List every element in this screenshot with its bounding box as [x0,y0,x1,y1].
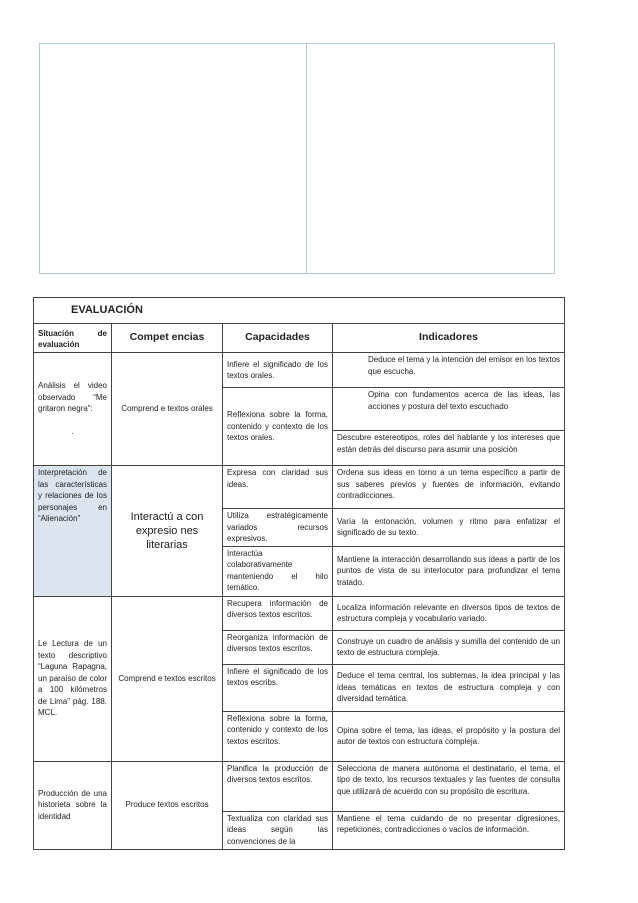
capacidad-cell: Expresa con claridad sus ideas. [223,466,333,509]
empty-content-box-right [306,43,555,274]
capacidad-cell: Planifica la producción de diversos textos escritos. [223,761,333,811]
competencia-cell: Produce textos escritos [112,761,223,849]
table-row [34,353,565,388]
indicador-cell: Mantiene la interacción desarrollando sus ideas a partir de los puntos de vista de su interlocutor para profundizar el tema tratado. [333,546,565,596]
header-competencias: Compet encias [112,324,223,353]
indicador-cell: Opina sobre el tema, las ideas, el propósito y la postura del autor de textos con estructura compleja. [333,711,565,761]
capacidad-cell: Infiere el significado de los textos escribs. [223,664,333,711]
header-situacion: Situación de evaluación [34,324,112,353]
situacion-extra: . [71,427,74,437]
capacidad-cell: Infiere el significado de los textos orales. [223,353,333,388]
header-capacidades: Capacidades [223,324,333,353]
situacion-cell [34,353,112,466]
table-row [34,596,565,630]
indicador-cell: Localiza información relevante en diversos tipos de textos de estructura compleja y vocabulario variado. [333,596,565,630]
header-indicadores: Indicadores [333,324,565,353]
capacidad-cell: Reflexiona sobre la forma, contenido y contexto de los textos escritos. [223,711,333,761]
capacidad-cell: Utiliza estratégicamente variados recursos expresivos. [223,509,333,547]
situacion-cell: Producción de una historieta sobre la identidad [34,761,112,849]
table-title-row [34,298,565,324]
capacidad-cell: Reflexiona sobre la forma, contenido y contexto de los textos orales. [223,388,333,466]
situacion-cell: Interpretación de las características y relaciones de los personajes en “Alienación” [34,466,112,597]
indicador-cell: Deduce el tema central, los subtemas, la idea principal y las ideas temáticas en textos de estructura compleja y con diversidad temática. [333,664,565,711]
table-row [34,466,565,509]
capacidad-cell: Interactúa colaborativamente manteniendo el hilo temático. [223,546,333,596]
evaluation-table [33,297,565,850]
header-row [34,324,565,353]
indicador-cell: Selecciona de manera autónoma el destinatario, el tema, el tipo de texto, los recursos textuales y las fuentes de consulta que utilizará de acuerdo con su propósito de escritura. [333,761,565,811]
situacion-cell: Le Lectura de un texto descriptivo “Laguna Rapagna, un paraíso de color a 100 kilómetros de Lima” pág. 188. MCL. [34,596,112,761]
empty-content-box-left [39,43,307,274]
capacidad-cell: Textualiza con claridad sus ideas según las convenciones de la [223,811,333,849]
indicador-cell: Mantiene el tema cuidando de no presentar digresiones, repeticiones, contradicciones o vacíos de información. [333,811,565,849]
situacion-text: Análisis el video observado “Me gritaron negra”: [38,381,107,414]
indicador-cell: Descubre estereotipos, roles del hablante y los intereses que están detrás del discurso para asumir una posición [333,431,565,466]
indicador-cell: Deduce el tema y la intención del emisor en los textos que escucha. [333,353,565,388]
indicador-cell: Construye un cuadro de análisis y sumilla del contenido de un texto de estructura compleja. [333,630,565,664]
competencia-cell: Comprend e textos escritos [112,596,223,761]
indicador-cell: Opina con fundamentos acerca de las ideas, las acciones y postura del texto escuchado [333,388,565,431]
competencia-cell: Interactú a con expresio nes literarias [112,466,223,597]
table-row [34,761,565,811]
capacidad-cell: Reorganiza información de diversos textos escritos. [223,630,333,664]
indicador-cell: Ordena sus ideas en torno a un tema específico a partir de sus saberes previos y fuentes de información, evitando contradicciones. [333,466,565,509]
capacidad-cell: Recupera información de diversos textos escritos. [223,596,333,630]
table-title: EVALUACIÓN [34,298,565,324]
indicador-cell: Varía la entonación, volumen y ritmo para enfatizar el significado de su texto. [333,509,565,547]
competencia-cell: Comprend e textos orales [112,353,223,466]
